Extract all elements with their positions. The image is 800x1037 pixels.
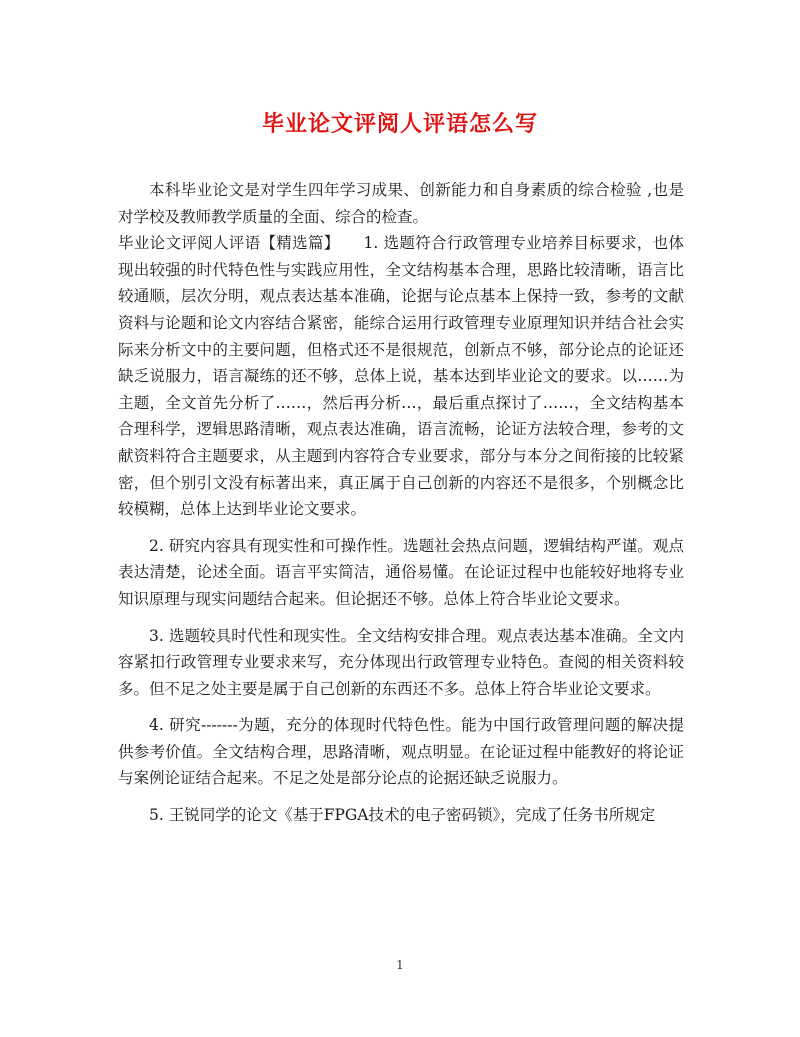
document-title: 毕业论文评阅人评语怎么写 [261,111,538,137]
paragraph-intro: 本科毕业论文是对学生四年学习成果、创新能力和自身素质的综合检验 ,也是对学校及教师教学质量的全面、综合的检查。 [118,181,684,226]
paragraph-item-4: 4. 研究-------为题，充分的体现时代特色性。能为中国行政管理问题的解决提供参考价值。全文结构合理，思路清晰，观点明显。在论证过程中能教好的将论证与案例论证结合起来。不足之处是部分论点的论据还缺乏说服力。 [118,716,684,788]
document-body [118,177,684,829]
paragraph-item-2: 2. 研究内容具有现实性和可操作性。选题社会热点问题，逻辑结构严谨。观点表达清楚，论述全面。语言平实简洁，通俗易懂。在论证过程中也能较好地将专业知识原理与现实问题结合起来。但论据还不够。总体上符合毕业论文要求。 [118,536,684,608]
page-number: 1 [396,958,404,972]
paragraph-item-1: 毕业论文评阅人评语【精选篇】 1. 选题符合行政管理专业培养目标要求，也体现出较强的时代特色性与实践应用性，全文结构基本合理，思路比较清晰，语言比较通顺，层次分明，观点表达基本准确，论据与论点基本上保持一致，参考的文献资料与论题和论文内容结合紧密，能综合运用行政管理专业原理知识并结合社会实际来分析文中的主要问题，但格式还不是很规范，创新点不够，部分论点的论证还缺乏说服力，语言凝练的还不够，总体上说，基本达到毕业论文的要求。以……为主题，全文首先分析了……，然后再分析…，最后重点探讨了……，全文结构基本合理科学，逻辑思路清晰，观点表达准确，语言流畅，论证方法较合理，参考的文献资料符合主题要求，从主题到内容符合专业要求，部分与本分之间衔接的比较紧密，但个别引文没有标著出来，真正属于自己创新的内容还不是很多，个别概念比较模糊，总体上达到毕业论文要求。 [118,234,684,519]
paragraph-item-3: 3. 选题较具时代性和现实性。全文结构安排合理。观点表达基本准确。全文内容紧扣行政管理专业要求来写，充分体现出行政管理专业特色。查阅的相关资料较多。但不足之处主要是属于自己创新的东西还不多。总体上符合毕业论文要求。 [118,626,684,698]
paragraph-item-5: 5. 王锐同学的论文《基于FPGA技术的电子密码锁》，完成了任务书所规定 [149,806,656,825]
